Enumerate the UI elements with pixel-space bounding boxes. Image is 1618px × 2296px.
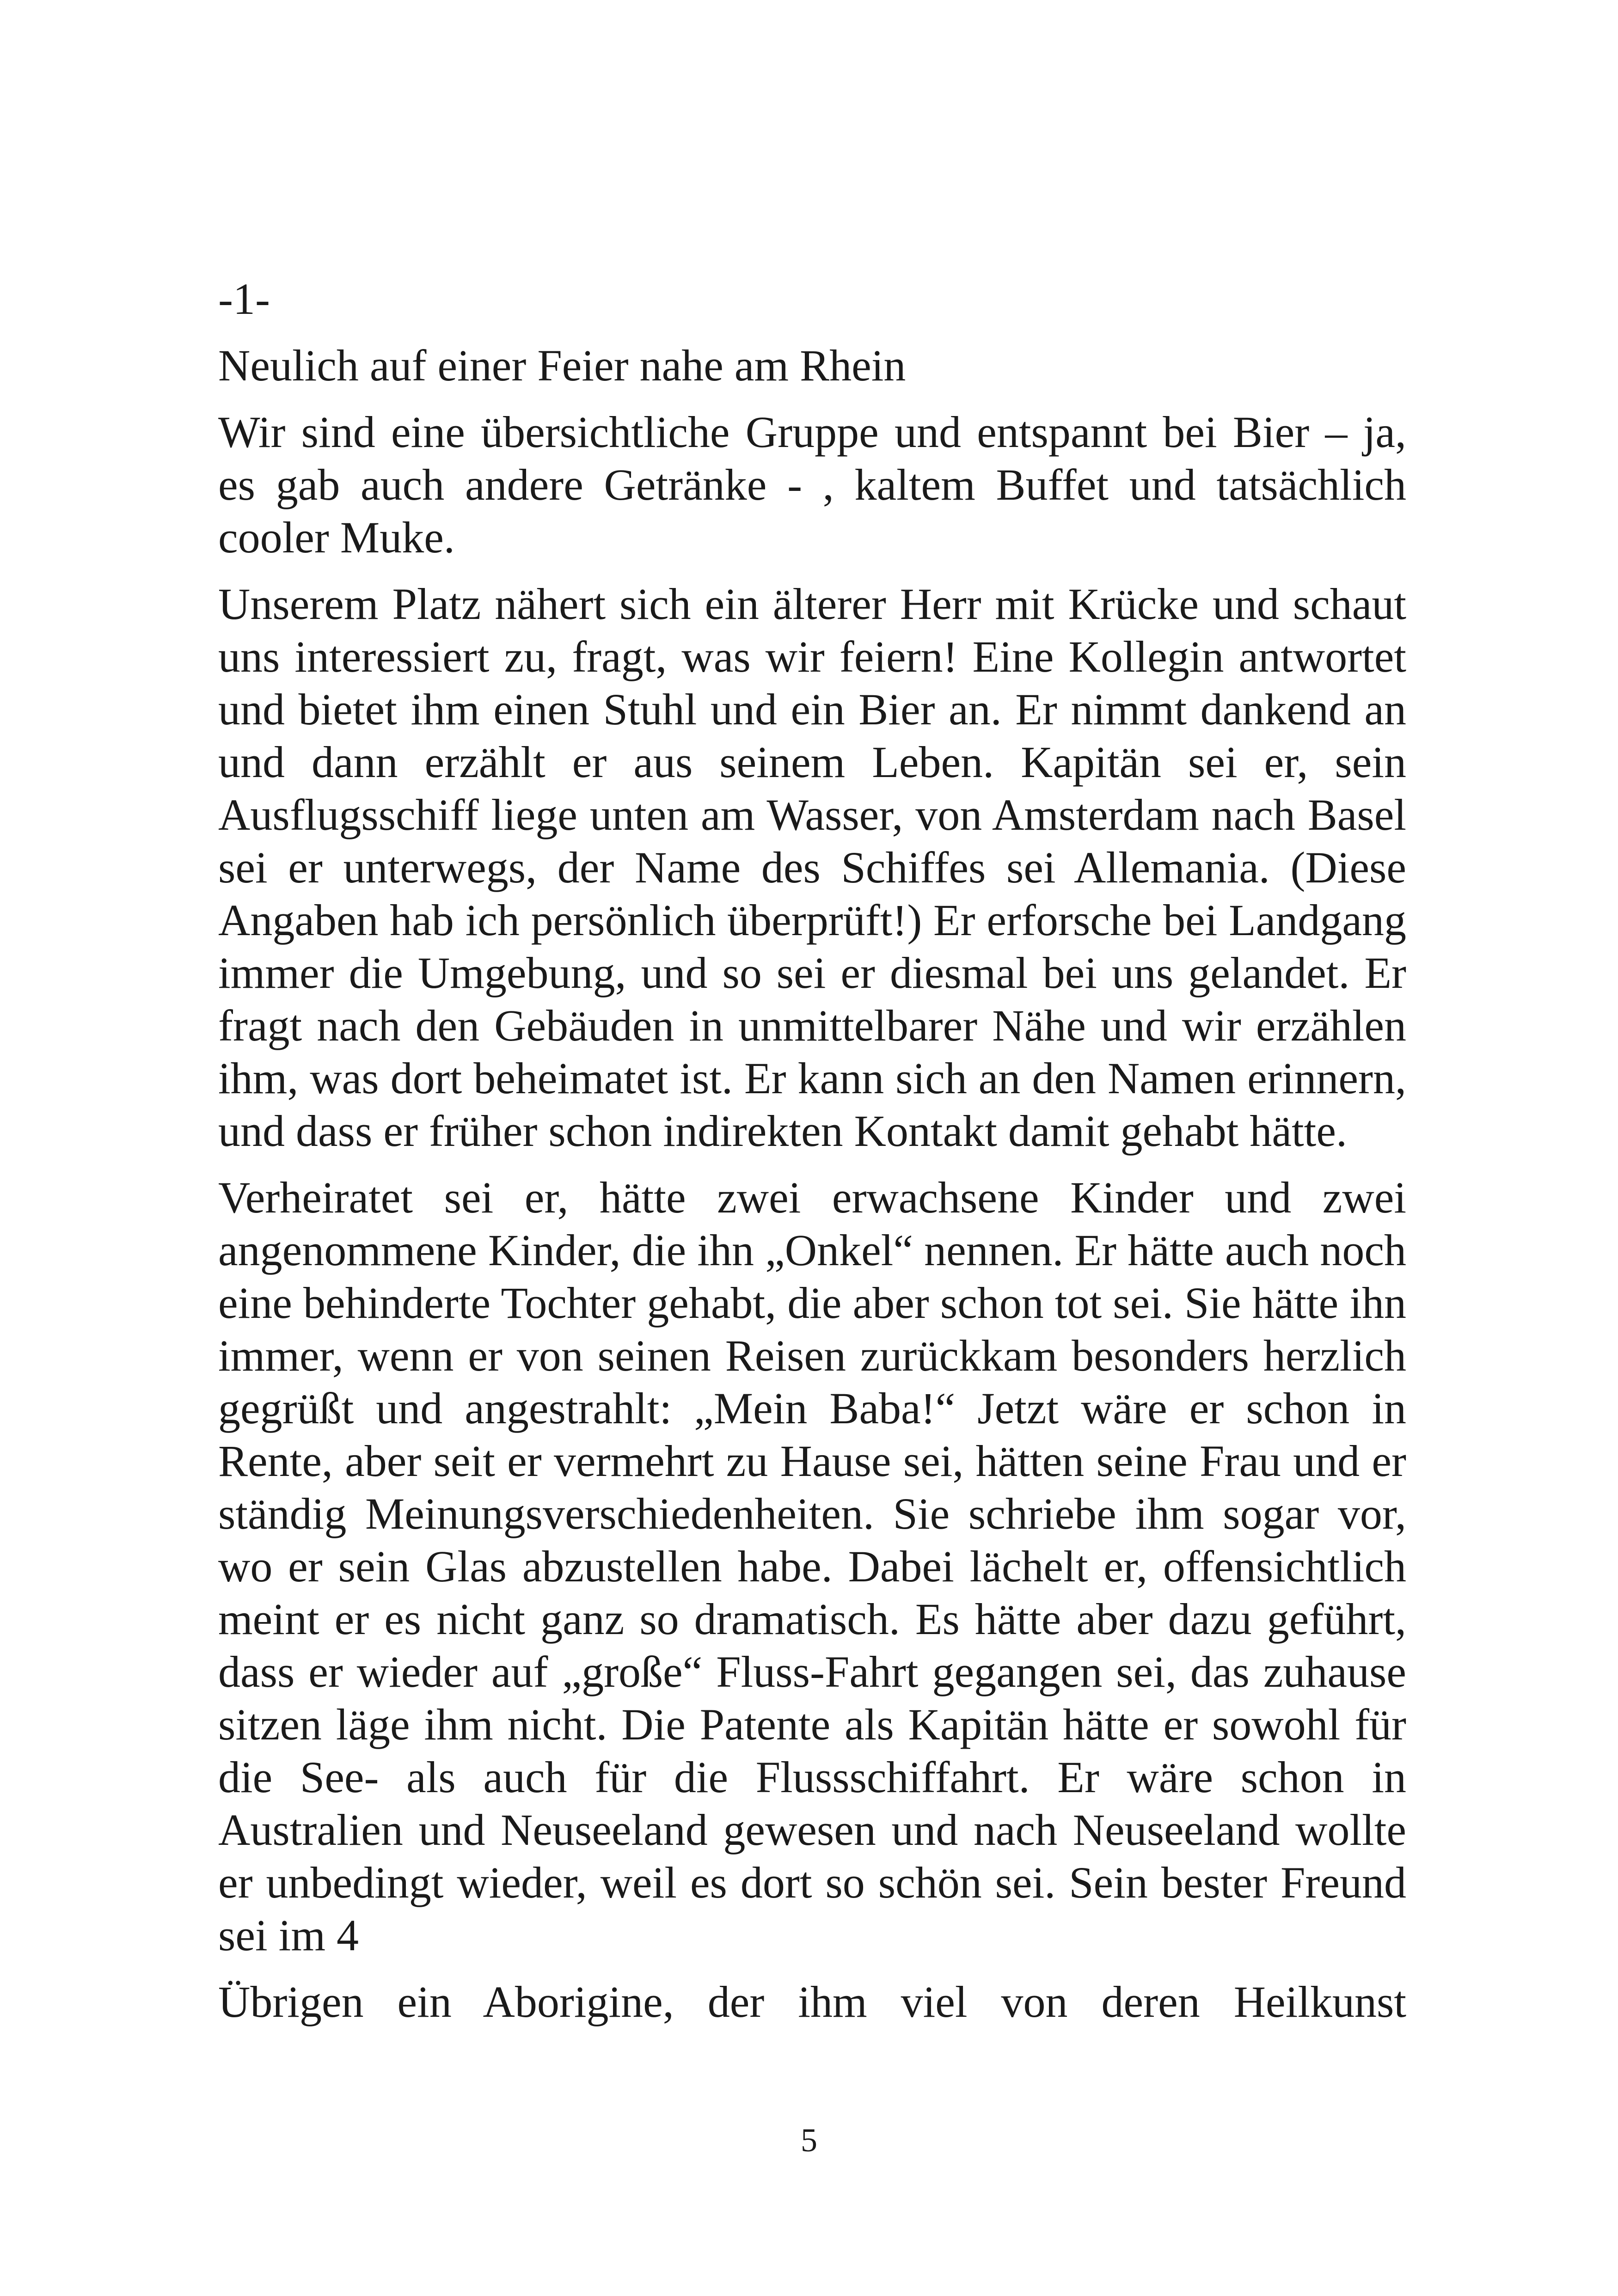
paragraph-1: Wir sind eine übersichtliche Gruppe und entspannt bei Bier – ja, es gab auch andere Getränke - , kaltem Buffet und tatsächlich cooler Muke. bbox=[218, 407, 1406, 562]
paragraph-2: Unserem Platz nähert sich ein älterer Herr mit Krücke und schaut uns interessiert zu, fragt, was wir feiern! Eine Kollegin antwortet und bietet ihm einen Stuhl und ein Bier an. Er nimmt dankend an und dann erzählt er aus seinem Leben. Kapitän sei er, sein Ausflugsschiff liege unten am Wasser, von Amsterdam nach Basel sei er unterwegs, der Name des Schiffes sei Allemania. (Diese Angaben hab ich persönlich überprüft!) Er erforsche bei Landgang immer die Umgebung, und so sei er diesmal bei uns gelandet. Er fragt nach den Gebäuden in unmittelbarer Nähe und wir erzählen ihm, was dort beheimatet ist. Er kann sich an den Namen erinnern, und dass er früher schon indirekten Kontakt damit gehabt hätte. bbox=[218, 579, 1406, 1156]
page-content bbox=[218, 273, 1406, 2042]
paragraph-3: Verheiratet sei er, hätte zwei erwachsene Kinder und zwei angenommene Kinder, die ihn „Onkel“ nennen. Er hätte auch noch eine behinderte Tochter gehabt, die aber schon tot sei. Sie hätte ihn immer, wenn er von seinen Reisen zurückkam besonders herzlich gegrüßt und angestrahlt: „Mein Baba!“ Jetzt wäre er schon in Rente, aber seit er vermehrt zu Hause sei, hätten seine Frau und er ständig Meinungsverschiedenheiten. Sie schriebe ihm sogar vor, wo er sein Glas abzustellen habe. Dabei lächelt er, offensichtlich meint er es nicht ganz so dramatisch. Es hätte aber dazu geführt, dass er wieder auf „große“ Fluss-Fahrt gegangen sei, das zuhause sitzen läge ihm nicht. Die Patente als Kapitän hätte er sowohl für die See- als auch für die Flussschiffahrt. Er wäre schon in Australien und Neuseeland gewesen und nach Neuseeland wollte er unbedingt wieder, weil es dort so schön sei. Sein bester Freund sei im 4 bbox=[218, 1173, 1406, 1960]
chapter-number: -1- bbox=[218, 274, 270, 324]
paragraph-4: Übrigen ein Aborigine, der ihm viel von deren Heilkunst bbox=[218, 1977, 1406, 2027]
page-number: 5 bbox=[801, 2122, 817, 2159]
chapter-title: Neulich auf einer Feier nahe am Rhein bbox=[218, 341, 906, 390]
